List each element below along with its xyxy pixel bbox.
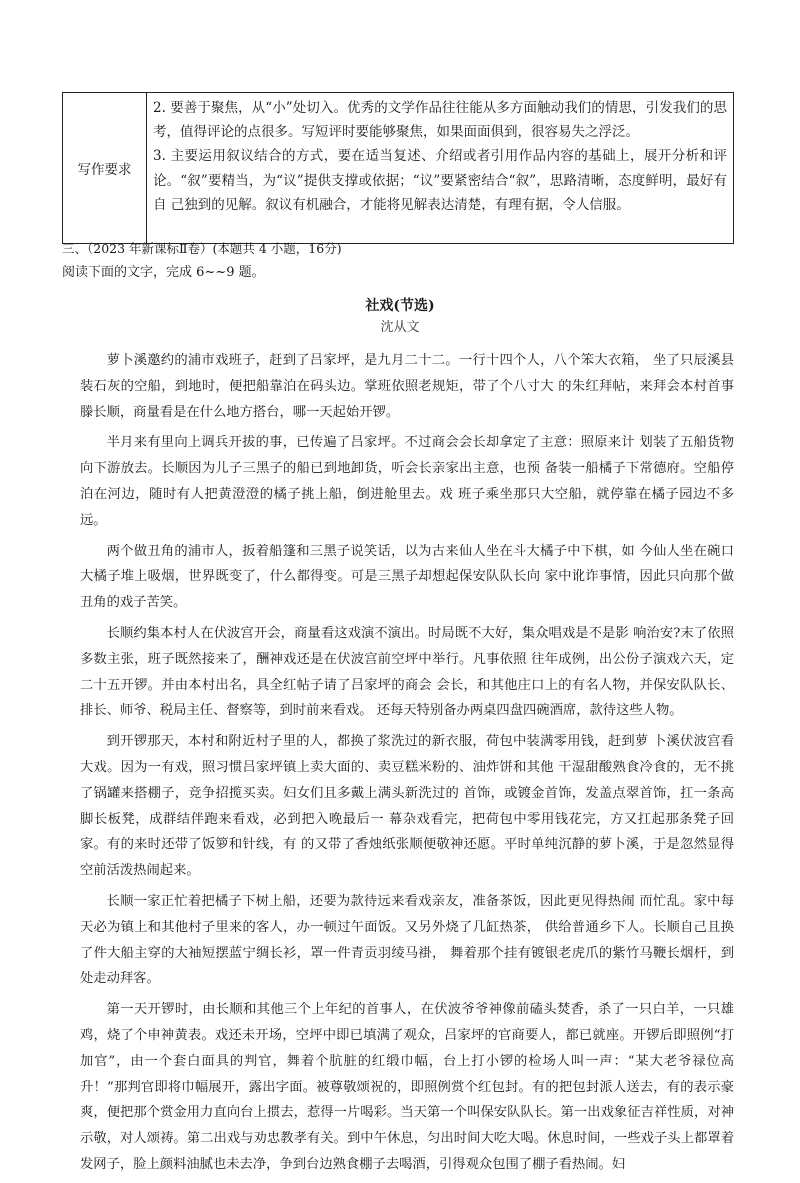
section-instruction: 阅读下面的文字，完成 6~~9 题。 (62, 265, 265, 280)
requirement-item-2: 2. 要善于聚焦，从“小”处切入。优秀的文学作品往往能从多方面触动我们的情思，引发我们的思考，值得评论的点很多。写短评时要能够聚焦，如果面面俱到，很容易失之浮泛。 (153, 100, 727, 141)
requirement-item-3: 3. 主要运用叙议结合的方式，要在适当复述、介绍或者引用作品内容的基础上，展开分析和评论。“叙”要精当，为“议”提供支撑或依据；“议”要紧密结合“叙”，思路清晰，态度鲜明，最好有自 己独到的见解。叙议有机融合，才能将见解表达清楚，有理有据，令人信服。 (153, 148, 727, 213)
requirements-label: 写作要求 (63, 93, 147, 243)
requirements-content (147, 93, 733, 243)
article-paragraph: 半月来有里向上调兵开拔的事，已传遍了吕家坪。不过商会会长却拿定了主意：照原来计 划装了五船货物向下游放去。长顺因为儿子三黑子的船已到地卸货，听会长亲家出主意，也预 备装一船橘子下常德府。空船停泊在河边，随时有人把黄澄澄的橘子挑上船，倒进舱里去。戏 班子乘坐那只大空船，就停靠在橘子园边不多远。 (80, 435, 734, 528)
article-author: 沈从文 (380, 320, 420, 335)
article-paragraph: 长顺一家正忙着把橘子下树上船，还要为款待远来看戏亲友，准备茶饭，因此更见得热闹 而忙乱。家中每天必为镇上和其他村子里来的客人，办一顿过午面饭。又另外烧了几缸热茶， 供给普通乡下人。长顺自己且换了件大船主穿的大袖短摆蓝宁绸长衫，罩一件青贡羽绫马褂， 舞着那个挂有镀银老虎爪的紫竹马鞭长烟杆，到处走动拜客。 (80, 893, 734, 987)
writing-requirements-table (62, 92, 734, 244)
article-paragraph: 萝卜溪邀约的浦市戏班子，赶到了吕家坪，是九月二十二。一行十四个人，八个笨大衣箱， 坐了只辰溪县装石灰的空船，到地时，便把船靠泊在码头边。掌班依照老规矩，带了个八寸大 的朱红拜帖，来拜会本村首事滕长顺，商量看是在什么地方搭台，哪一天起始开锣。 (80, 353, 734, 420)
article-paragraph: 第一天开锣时，由长顺和其他三个上年纪的首事人，在伏波爷爷神像前磕头焚香，杀了一只白羊，一只雄鸡，烧了个申神黄表。戏还未开场，空坪中即已填满了观众，吕家坪的官商要人，都已就座。开锣后即照例“打加官”，由一个套白面具的判官，舞着个肮脏的红缎巾幅，台上打小锣的检场人叫一声：“某大老爷禄位高升！”那判官即将巾幅展开，露出字面。被尊敬颂祝的，即照例赏个红包封。有的把包封派人送去，有的表示豪爽，便把那个赏金用力直向台上掼去，惹得一片喝彩。当天第一个叫保安队队长。第一出戏象征吉祥性质，对神示敬，对人颂祷。第二出戏与劝忠教孝有关。到中午休息，匀出时间大吃大喝。休息时间，一些戏子头上都罩着发网子，脸上颜料油腻也未去净，争到台边熟食棚子去喝酒，引得观众包围了棚子看热闹。妇 (80, 1002, 734, 1172)
article-paragraph: 长顺约集本村人在伏波宫开会，商量看这戏演不演出。时局既不大好，集众唱戏是不是影 响治安?末了依照多数主张，班子既然接来了，酬神戏还是在伏波宫前空坪中举行。凡事依照 往年成例，出公份子演戏六天，定二十五开锣。并由本村出名，具全红帖子请了吕家坪的商会 会长，和其他庄口上的有名人物，并保安队队长、排长、师爷、税局主任、督察等，到时前来看戏。 还每天特别备办两桌四盘四碗酒席，款待这些人物。 (80, 625, 734, 719)
article-paragraph: 两个做丑角的浦市人，扳着船篷和三黑子说笑话，以为古来仙人坐在斗大橘子中下棋，如 今仙人坐在碗口大橘子堆上吸烟，世界既变了，什么都得变。可是三黑子却想起保安队队长向 家中讹诈事情，因此只向那个做丑角的戏子苦笑。 (80, 543, 734, 611)
section-heading: 三、（2023 年新课标Ⅱ卷）(本题共 4 小题，16分) (62, 241, 342, 256)
article-title: 社戏(节选) (365, 298, 435, 314)
article-paragraph: 到开锣那天，本村和附近村子里的人，都换了浆洗过的新衣服，荷包中装满零用钱，赶到萝 卜溪伏波宫看大戏。因为一有戏，照习惯吕家坪镇上卖大面的、卖豆糕米粉的、油炸饼和其他 干湿甜酸熟食冷食的，无不挑了锅罐来搭棚子，竞争招揽买卖。妇女们且多戴上满头新洗过的 首饰，或镀金首饰，发盖点翠首饰，扛一条高脚长板凳，成群结伴跑来看戏，必到把入晚最后一 幕杂戏看完，把荷包中零用钱花完，方又扛起那条凳子回家。有的来时还带了饭箩和针线，有 的又带了香烛纸张顺便敬神还愿。平时单纯沉静的萝卜溪，于是忽然显得空前活泼热闹起来。 (80, 734, 734, 879)
article-body (80, 348, 734, 1183)
